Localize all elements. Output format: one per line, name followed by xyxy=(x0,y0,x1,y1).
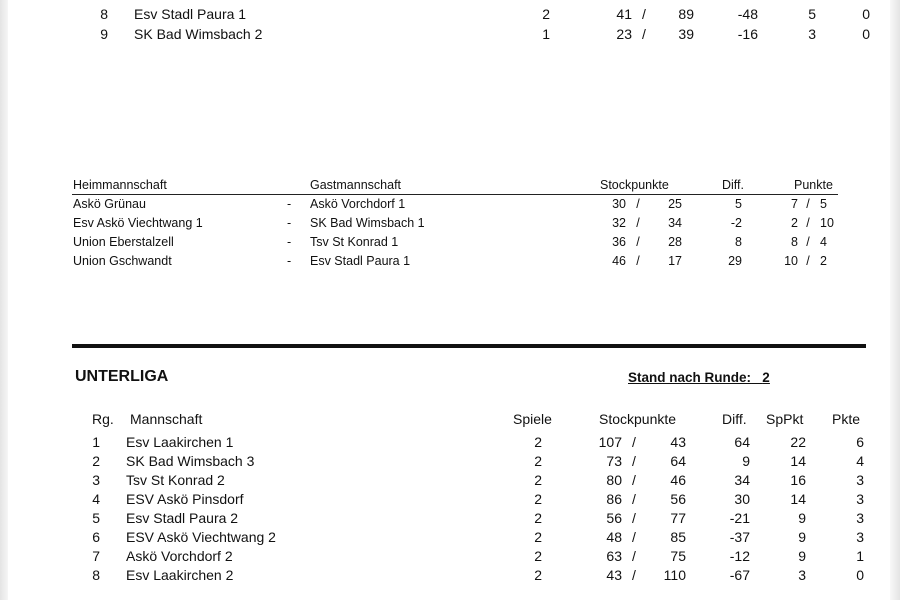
diff-cell: -48 xyxy=(737,6,758,22)
points-for-cell: 107 xyxy=(598,434,622,450)
diff-cell: -16 xyxy=(737,26,758,42)
separator: / xyxy=(632,510,636,526)
points-for-cell: 63 xyxy=(606,548,622,564)
header-punkte: Punkte xyxy=(794,178,833,192)
header-stockpunkte: Stockpunkte xyxy=(600,178,669,192)
home-team: Union Eberstalzell xyxy=(73,235,174,249)
home-match-points: 8 xyxy=(791,235,798,249)
diff-value: 5 xyxy=(735,197,742,211)
team-cell: SK Bad Wimsbach 3 xyxy=(126,453,255,469)
team-cell: Esv Stadl Paura 2 xyxy=(126,510,239,526)
points-against-cell: 46 xyxy=(670,472,686,488)
points-for-cell: 23 xyxy=(616,26,632,42)
guest-points: 34 xyxy=(668,216,682,230)
header-home: Heimmannschaft xyxy=(73,178,167,192)
home-match-points: 7 xyxy=(791,197,798,211)
header-guest: Gastmannschaft xyxy=(310,178,402,192)
team-cell: Askö Vorchdorf 2 xyxy=(126,548,233,564)
pkte-cell: 0 xyxy=(862,6,870,22)
unterliga-standings-table xyxy=(8,408,900,585)
games-cell: 2 xyxy=(534,567,542,583)
table-row xyxy=(8,547,900,566)
pkte-cell: 0 xyxy=(856,567,864,583)
games-cell: 2 xyxy=(534,434,542,450)
games-cell: 1 xyxy=(542,26,550,42)
sppkt-cell: 5 xyxy=(808,6,816,22)
pkte-cell: 4 xyxy=(856,453,864,469)
stand-value: 2 xyxy=(762,370,770,385)
sppkt-cell: 9 xyxy=(798,529,806,545)
separator: / xyxy=(632,472,636,488)
games-cell: 2 xyxy=(534,548,542,564)
rank-cell: 4 xyxy=(92,491,100,507)
separator: / xyxy=(806,254,810,268)
header-team: Mannschaft xyxy=(130,411,203,427)
guest-match-points: 2 xyxy=(820,254,827,268)
home-points: 32 xyxy=(612,216,626,230)
points-for-cell: 43 xyxy=(606,567,622,583)
team-cell: Esv Laakirchen 1 xyxy=(126,434,234,450)
home-match-points: 2 xyxy=(791,216,798,230)
standings-header-row xyxy=(8,408,900,430)
pkte-cell: 3 xyxy=(856,472,864,488)
home-team: Esv Askö Viechtwang 1 xyxy=(73,216,203,230)
team-cell: ESV Askö Pinsdorf xyxy=(126,491,244,507)
sppkt-cell: 16 xyxy=(790,472,806,488)
pkte-cell: 6 xyxy=(856,434,864,450)
points-for-cell: 56 xyxy=(606,510,622,526)
table-row xyxy=(8,4,900,24)
home-team: Askö Grünau xyxy=(73,197,146,211)
match-header-row xyxy=(8,176,900,194)
sppkt-cell: 14 xyxy=(790,491,806,507)
guest-points: 28 xyxy=(668,235,682,249)
separator: / xyxy=(642,6,646,22)
guest-team: Esv Stadl Paura 1 xyxy=(310,254,411,268)
separator: / xyxy=(632,453,636,469)
diff-cell: -37 xyxy=(729,529,750,545)
points-against-cell: 43 xyxy=(670,434,686,450)
diff-cell: -67 xyxy=(729,567,750,583)
table-row xyxy=(8,452,900,471)
sppkt-cell: 9 xyxy=(798,548,806,564)
match-row xyxy=(8,195,900,214)
home-points: 36 xyxy=(612,235,626,249)
sppkt-cell: 22 xyxy=(790,434,806,450)
guest-match-points: 10 xyxy=(820,216,834,230)
rank-cell: 7 xyxy=(92,548,100,564)
header-spiele: Spiele xyxy=(513,411,552,427)
previous-standings-table xyxy=(8,0,900,44)
dash: - xyxy=(287,254,292,268)
points-against-cell: 39 xyxy=(678,26,694,42)
dash: - xyxy=(287,216,292,230)
separator: / xyxy=(632,548,636,564)
stand-label: Stand nach Runde: xyxy=(628,370,752,385)
header-rank: Rg. xyxy=(92,411,114,427)
diff-cell: 34 xyxy=(734,472,750,488)
points-against-cell: 77 xyxy=(670,510,686,526)
separator: / xyxy=(636,254,640,268)
games-cell: 2 xyxy=(534,510,542,526)
diff-cell: -12 xyxy=(729,548,750,564)
rank-cell: 2 xyxy=(92,453,100,469)
diff-cell: -21 xyxy=(729,510,750,526)
diff-cell: 9 xyxy=(742,453,750,469)
header-stockpunkte: Stockpunkte xyxy=(599,411,677,427)
rank-cell: 8 xyxy=(92,567,100,583)
separator: / xyxy=(636,216,640,230)
home-match-points: 10 xyxy=(784,254,798,268)
pkte-cell: 3 xyxy=(856,491,864,507)
table-row xyxy=(8,433,900,452)
points-for-cell: 73 xyxy=(606,453,622,469)
sppkt-cell: 14 xyxy=(790,453,806,469)
rank-cell: 1 xyxy=(92,434,100,450)
guest-match-points: 5 xyxy=(820,197,827,211)
team-cell: Esv Laakirchen 2 xyxy=(126,567,234,583)
separator: / xyxy=(632,434,636,450)
diff-value: 29 xyxy=(728,254,742,268)
points-for-cell: 86 xyxy=(606,491,622,507)
guest-team: SK Bad Wimsbach 1 xyxy=(310,216,425,230)
diff-value: -2 xyxy=(730,216,742,230)
rank-cell: 9 xyxy=(100,26,108,42)
separator: / xyxy=(806,235,810,249)
guest-match-points: 4 xyxy=(820,235,827,249)
diff-value: 8 xyxy=(735,235,742,249)
home-team: Union Gschwandt xyxy=(73,254,172,268)
match-results-table xyxy=(8,176,900,271)
table-row xyxy=(8,471,900,490)
rank-cell: 5 xyxy=(92,510,100,526)
separator: / xyxy=(642,26,646,42)
points-against-cell: 56 xyxy=(670,491,686,507)
section-title: UNTERLIGA xyxy=(75,368,169,385)
match-row xyxy=(8,214,900,233)
pkte-cell: 0 xyxy=(862,26,870,42)
team-cell: ESV Askö Viechtwang 2 xyxy=(126,529,276,545)
rank-cell: 3 xyxy=(92,472,100,488)
separator: / xyxy=(632,491,636,507)
sppkt-cell: 3 xyxy=(808,26,816,42)
points-against-cell: 89 xyxy=(678,6,694,22)
points-against-cell: 75 xyxy=(670,548,686,564)
rank-cell: 6 xyxy=(92,529,100,545)
separator: / xyxy=(632,529,636,545)
team-cell: Tsv St Konrad 2 xyxy=(126,472,225,488)
table-row xyxy=(8,490,900,509)
dash: - xyxy=(287,197,292,211)
separator: / xyxy=(636,235,640,249)
match-row xyxy=(8,233,900,252)
points-against-cell: 64 xyxy=(670,453,686,469)
separator: / xyxy=(806,216,810,230)
guest-team: Tsv St Konrad 1 xyxy=(310,235,399,249)
points-against-cell: 110 xyxy=(663,567,686,583)
home-points: 46 xyxy=(612,254,626,268)
header-pkte: Pkte xyxy=(832,411,861,427)
points-for-cell: 41 xyxy=(616,6,632,22)
separator: / xyxy=(806,197,810,211)
sppkt-cell: 3 xyxy=(798,567,806,583)
separator: / xyxy=(636,197,640,211)
dash: - xyxy=(287,235,292,249)
table-row xyxy=(8,509,900,528)
match-row xyxy=(8,252,900,271)
separator: / xyxy=(632,567,636,583)
games-cell: 2 xyxy=(542,6,550,22)
points-for-cell: 48 xyxy=(606,529,622,545)
table-row xyxy=(8,566,900,585)
header-diff: Diff. xyxy=(722,178,744,192)
table-row xyxy=(8,528,900,547)
section-divider xyxy=(72,344,866,348)
guest-points: 17 xyxy=(668,254,682,268)
guest-team: Askö Vorchdorf 1 xyxy=(310,197,406,211)
games-cell: 2 xyxy=(534,529,542,545)
pkte-cell: 3 xyxy=(856,529,864,545)
guest-points: 25 xyxy=(668,197,682,211)
diff-cell: 30 xyxy=(734,491,750,507)
sppkt-cell: 9 xyxy=(798,510,806,526)
rank-cell: 8 xyxy=(100,6,108,22)
header-diff: Diff. xyxy=(722,411,747,427)
table-row xyxy=(8,24,900,44)
points-against-cell: 85 xyxy=(670,529,686,545)
team-cell: Esv Stadl Paura 1 xyxy=(134,6,247,22)
home-points: 30 xyxy=(612,197,626,211)
pkte-cell: 3 xyxy=(856,510,864,526)
games-cell: 2 xyxy=(534,472,542,488)
team-cell: SK Bad Wimsbach 2 xyxy=(134,26,263,42)
stand-nach-runde xyxy=(628,370,770,385)
header-sppkt: SpPkt xyxy=(766,411,804,427)
diff-cell: 64 xyxy=(734,434,750,450)
pkte-cell: 1 xyxy=(856,548,864,564)
games-cell: 2 xyxy=(534,491,542,507)
document-page xyxy=(8,0,890,600)
games-cell: 2 xyxy=(534,453,542,469)
points-for-cell: 80 xyxy=(606,472,622,488)
